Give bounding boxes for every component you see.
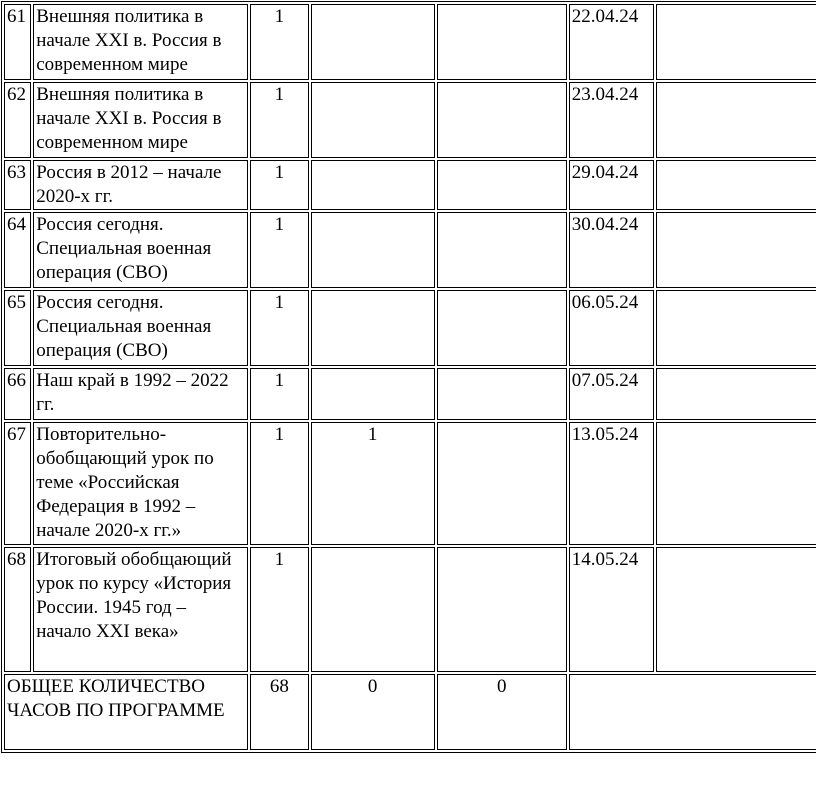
total-control-works: 0 [311,674,435,750]
table-row [4,290,816,366]
lesson-topic: Россия в 2012 – начале 2020-х гг. [33,160,248,210]
lesson-number: 68 [4,547,31,672]
resources-cell [656,422,816,545]
lesson-hours: 1 [250,422,309,545]
lesson-hours: 1 [250,160,309,210]
lesson-topic: Россия сегодня. Специальная военная операция (СВО) [33,212,248,288]
practical-works [437,82,567,158]
lesson-topic: Внешняя политика в начале XXI в. Россия в современном мире [33,4,248,80]
resources-cell [656,82,816,158]
table-row [4,212,816,288]
lesson-topic: Внешняя политика в начале XXI в. Россия в современном мире [33,82,248,158]
control-works [311,160,435,210]
total-empty-cell [569,674,816,750]
lesson-date: 06.05.24 [569,290,655,366]
resources-cell [656,160,816,210]
practical-works [437,547,567,672]
lesson-hours: 1 [250,547,309,672]
resources-cell [656,290,816,366]
lesson-hours: 1 [250,82,309,158]
resources-cell [656,547,816,672]
control-works [311,547,435,672]
lesson-date: 14.05.24 [569,547,655,672]
lesson-number: 66 [4,368,31,420]
control-works [311,4,435,80]
practical-works [437,422,567,545]
lesson-number: 65 [4,290,31,366]
lesson-date: 07.05.24 [569,368,655,420]
practical-works [437,4,567,80]
lesson-number: 64 [4,212,31,288]
control-works [311,368,435,420]
lesson-hours: 1 [250,368,309,420]
lesson-plan-table [1,1,816,753]
lesson-topic: Россия сегодня. Специальная военная операция (СВО) [33,290,248,366]
lesson-hours: 1 [250,212,309,288]
control-works [311,290,435,366]
lesson-date: 30.04.24 [569,212,655,288]
practical-works [437,160,567,210]
lesson-date: 23.04.24 [569,82,655,158]
practical-works [437,290,567,366]
resources-cell [656,368,816,420]
lesson-date: 22.04.24 [569,4,655,80]
table-row [4,82,816,158]
control-works [311,82,435,158]
lesson-number: 67 [4,422,31,545]
table-row [4,422,816,545]
lesson-number: 63 [4,160,31,210]
lesson-date: 13.05.24 [569,422,655,545]
total-row [4,674,816,750]
lesson-topic: Наш край в 1992 – 2022 гг. [33,368,248,420]
table-row [4,547,816,672]
lesson-hours: 1 [250,290,309,366]
practical-works [437,212,567,288]
lesson-number: 62 [4,82,31,158]
total-practical-works: 0 [437,674,567,750]
resources-cell [656,4,816,80]
table-row [4,160,816,210]
table-row [4,4,816,80]
resources-cell [656,212,816,288]
lesson-hours: 1 [250,4,309,80]
lesson-number: 61 [4,4,31,80]
total-label: ОБЩЕЕ КОЛИЧЕСТВО ЧАСОВ ПО ПРОГРАММЕ [4,674,248,750]
table-row [4,368,816,420]
practical-works [437,368,567,420]
lesson-topic: Итоговый обобщающий урок по курсу «История России. 1945 год – начало XXI века» [33,547,248,672]
control-works: 1 [311,422,435,545]
total-hours: 68 [250,674,309,750]
control-works [311,212,435,288]
lesson-date: 29.04.24 [569,160,655,210]
lesson-topic: Повторительно-обобщающий урок по теме «Российская Федерация в 1992 – начале 2020-х гг.» [33,422,248,545]
